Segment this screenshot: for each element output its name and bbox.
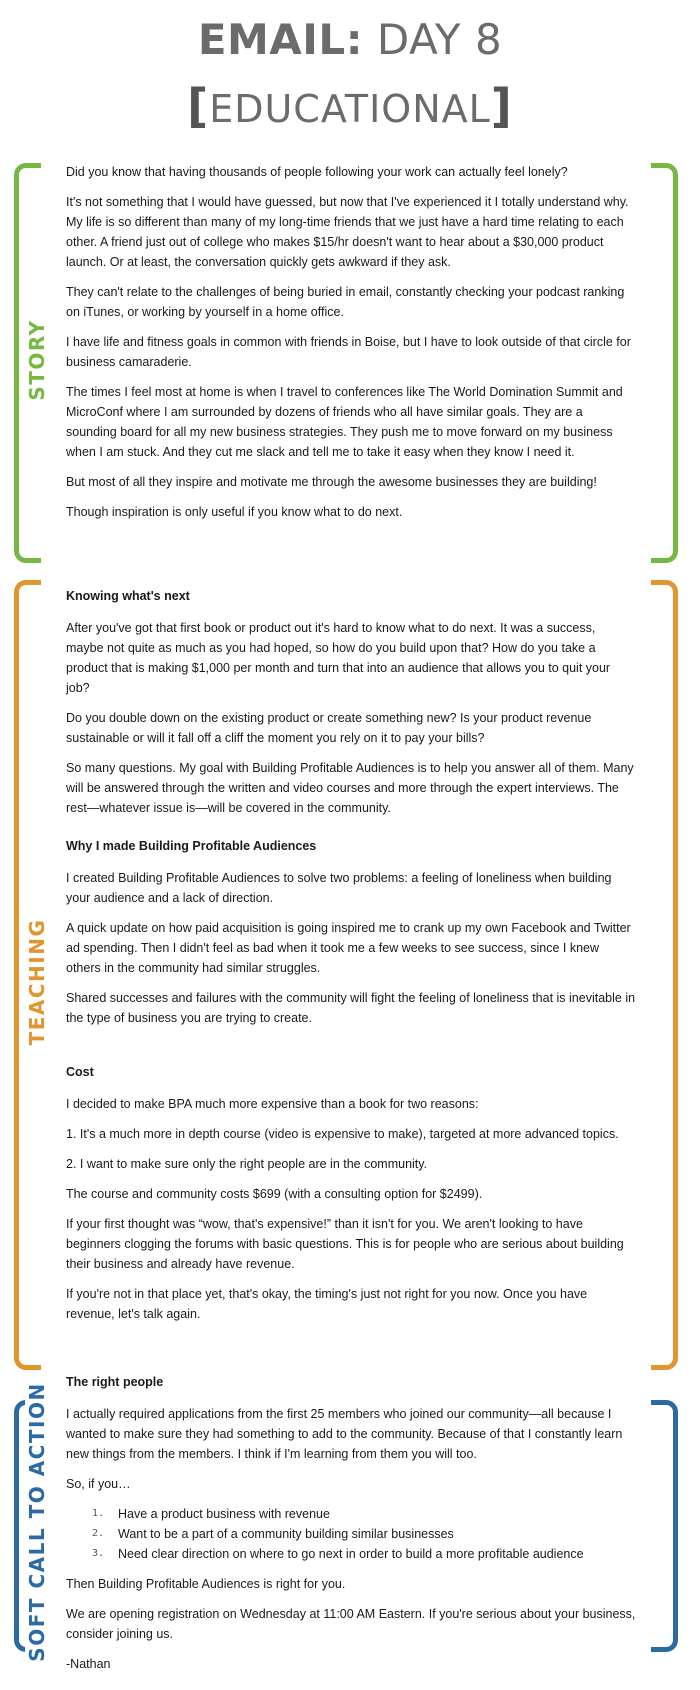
- title-bold: EMAIL:: [197, 15, 363, 64]
- list-item: 1. Have a product business with revenue: [92, 1507, 330, 1521]
- teaching-paragraph: I created Building Profitable Audiences to solve two problems: a feeling of loneliness when building your audience and a lack of direction.: [66, 871, 612, 905]
- story-paragraph: It's not something that I would have guessed, but now that I've experienced it I totally understand why. My life is so different than many of my long-time friends that we just have a hard time relating to each other. A friend just out of college who makes $15/hr doesn't want to hear about a $30,000 product launch. Or at least, the conversation quickly gets awkward if they ask.: [66, 195, 629, 269]
- list-item: 2. Want to be a part of a community building similar businesses: [92, 1527, 454, 1541]
- teaching-paragraph: If your first thought was “wow, that's expensive!” than it isn't for you. We aren't looking to have beginners clogging the forums with basic questions. This is for people who are serious about building their business and already have revenue.: [66, 1217, 624, 1271]
- story-paragraph: I have life and fitness goals in common with friends in Boise, but I have to look outside of that circle for business camaraderie.: [66, 335, 631, 369]
- teaching-paragraph: So many questions. My goal with Building Profitable Audiences is to help you answer all of them. Many will be answered through the written and video courses and more through the expert interviews. The rest—whatever issue is—will be covered in the community.: [66, 761, 634, 815]
- teaching-paragraph: I decided to make BPA much more expensive than a book for two reasons:: [66, 1097, 479, 1111]
- teaching-label: TEACHING: [25, 911, 49, 1054]
- story-paragraph: Did you know that having thousands of people following your work can actually feel lonely?: [66, 165, 568, 179]
- teaching-paragraph: A quick update on how paid acquisition is going inspired me to crank up my own Facebook and Twitter ad spending. Then I didn't feel as bad when it took me a few weeks to see success, since I knew others in the community had similar struggles.: [66, 921, 631, 975]
- teaching-paragraph: If you're not in that place yet, that's okay, the timing's just not right for you now. Once you have revenue, let's talk again.: [66, 1287, 588, 1321]
- story-paragraph: The times I feel most at home is when I travel to conferences like The World Domination Summit and MicroConf where I am surrounded by dozens of friends who all have similar goals. They are a sounding board for all my new business strategies. They push me to move forward on my business when I am stuck. And they cut me slack and tell me to take it easy when they know I need it.: [66, 385, 623, 459]
- story-label: STORY: [25, 311, 49, 408]
- cta-label: SOFT CALL TO ACTION: [25, 1374, 49, 1669]
- heading-knowing-next: Knowing what's next: [66, 589, 190, 603]
- title-day: DAY 8: [376, 15, 503, 64]
- list-item: 3. Need clear direction on where to go next in order to build a more profitable audience: [92, 1547, 584, 1561]
- cta-paragraph: I actually required applications from the first 25 members who joined our community—all because I wanted to make sure they had something to add to the community. Because of that I constantly learn new things from the members. I think if I'm learning from them you will too.: [66, 1407, 623, 1461]
- bracket-close: ]: [490, 79, 513, 133]
- subtitle-text: EDUCATIONAL: [209, 87, 491, 131]
- bracket-open: [: [187, 79, 210, 133]
- story-paragraph: Though inspiration is only useful if you know what to do next.: [66, 505, 403, 519]
- cta-then: Then Building Profitable Audiences is right for you.: [66, 1577, 346, 1591]
- teaching-paragraph: After you've got that first book or product out it's hard to know what to do next. It was a success, maybe not quite as much as you had hoped, so how do you build upon that? How do you take a product that is making $1,000 per month and turn that into an audience that allows you to quit your job?: [66, 621, 611, 695]
- cta-so-if: So, if you…: [66, 1477, 131, 1491]
- teaching-paragraph: 2. I want to make sure only the right people are in the community.: [66, 1157, 428, 1171]
- heading-why-bpa: Why I made Building Profitable Audiences: [66, 839, 317, 853]
- cta-content: [66, 1372, 636, 1684]
- cta-registration: We are opening registration on Wednesday at 11:00 AM Eastern. If you're serious about your business, consider joining us.: [66, 1607, 636, 1641]
- teaching-paragraph: Shared successes and failures with the community will fight the feeling of loneliness that is inevitable in the type of business you are trying to create.: [66, 991, 636, 1025]
- teaching-paragraph: The course and community costs $699 (with a consulting option for $2499).: [66, 1187, 483, 1201]
- heading-right-people: The right people: [66, 1375, 164, 1389]
- teaching-paragraph: 1. It's a much more in depth course (video is expensive to make), targeted at more advanced topics.: [66, 1127, 619, 1141]
- heading-cost: Cost: [66, 1065, 94, 1079]
- cta-right-bracket: [651, 1400, 678, 1652]
- cta-list: [66, 1504, 636, 1564]
- teaching-paragraph: Do you double down on the existing product or create something new? Is your product revenue sustainable or will it fall off a cliff the moment you rely on it to pay your bills?: [66, 711, 592, 745]
- signature: -Nathan: [66, 1657, 111, 1671]
- story-paragraph: But most of all they inspire and motivate me through the awesome businesses they are building!: [66, 475, 597, 489]
- story-paragraph: They can't relate to the challenges of being buried in email, constantly checking your podcast ranking on iTunes, or working by yourself in a home office.: [66, 285, 625, 319]
